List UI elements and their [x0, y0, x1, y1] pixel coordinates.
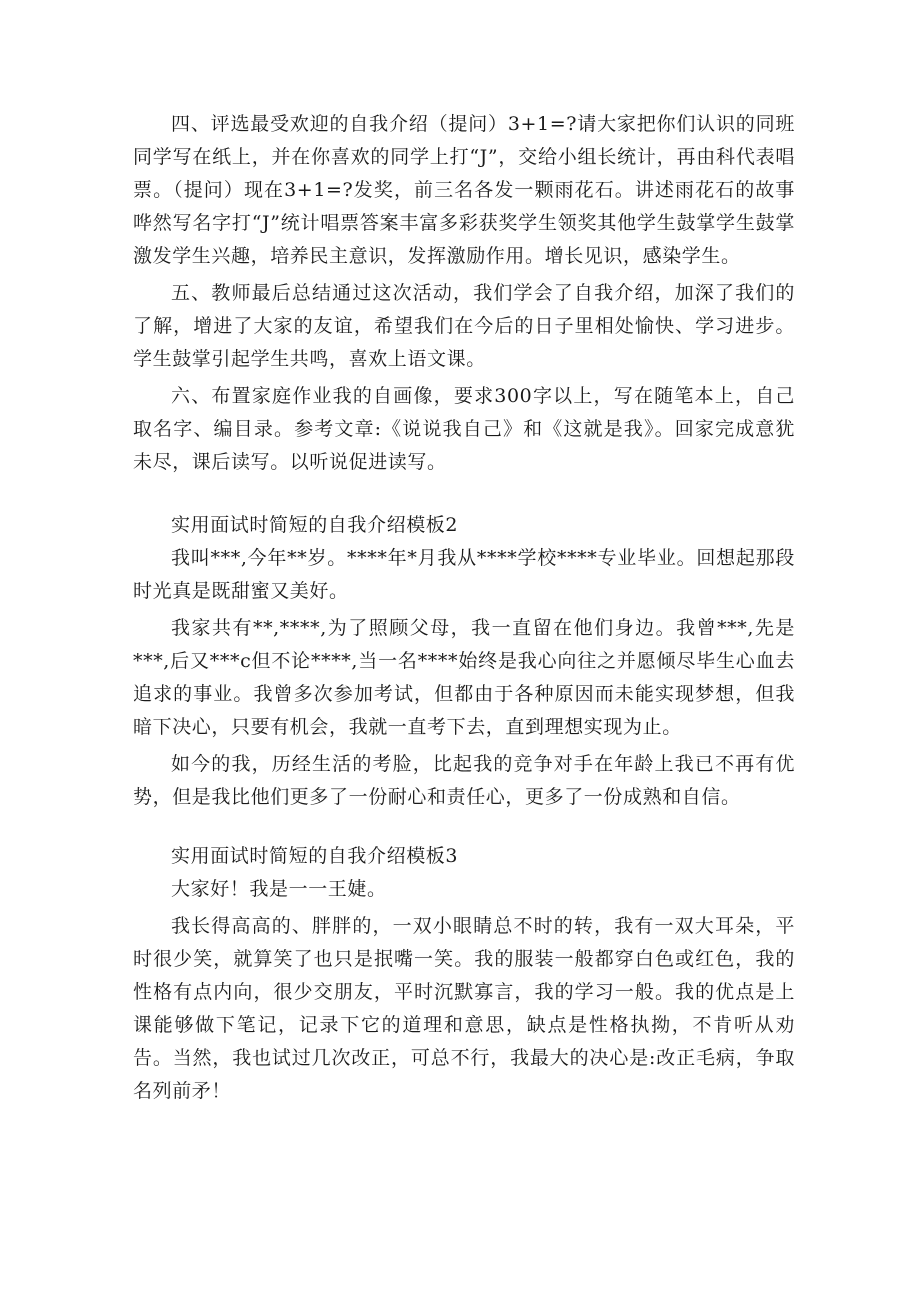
- paragraph-family: 我家共有**,****,为了照顾父母，我一直留在他们身边。我曾***,先是***,后又***c但不论****,当一名****始终是我心向往之并愿倾尽毕生心血去追求的事业。我曾多次参加考试，但都由于各种原因而未能实现梦想，但我暗下决心，只要有机会，我就一直考下去，直到理想实现为止。: [133, 617, 795, 738]
- paragraph-present: 如今的我，历经生活的考脸，比起我的竞争对手在年龄上我已不再有优势，但是我比他们更多了一份耐心和责任心，更多了一份成熟和自信。: [133, 753, 795, 808]
- document-body: [133, 108, 795, 1112]
- section-heading-template-3: 实用面试时简短的自我介绍模板3: [171, 845, 459, 867]
- paragraph-item-four: 四、评选最受欢迎的自我介绍（提问）3+1=?请大家把你们认识的同班同学写在纸上，并在你喜欢的同学上打“J”，交给小组长统计，再由科代表唱票。（提问）现在3+1=?发奖，前三名各发一颗雨花石。讲述雨花石的故事哗然写名字打“J”统计唱票答案丰富多彩获奖学生领奖其他学生鼓掌学生鼓掌激发学生兴趣，培养民主意识，发挥激励作用。增长见识，感染学生。: [133, 113, 795, 267]
- section-spacer: [133, 818, 795, 840]
- paragraph-intro-name: 我叫***,今年**岁。****年*月我从****学校****专业毕业。回想起那段时光真是既甜蜜又美好。: [133, 547, 795, 602]
- paragraph-item-six: 六、布置家庭作业我的自画像，要求300字以上，写在随笔本上，自己取名字、编目录。参考文章:《说说我自己》和《这就是我》。回家完成意犹未尽，课后读写。以听说促进读写。: [133, 385, 795, 473]
- section-spacer: [133, 483, 795, 509]
- paragraph-self-description: 我长得高高的、胖胖的，一双小眼睛总不时的转，我有一双大耳朵，平时很少笑，就算笑了也只是抿嘴一笑。我的服装一般都穿白色或红色，我的性格有点内向，很少交朋友，平时沉默寡言，我的学习一般。我的优点是上课能够做下笔记，记录下它的道理和意思，缺点是性格执拗，不肯听从劝告。当然，我也试过几次改正，可总不行，我最大的决心是:改正毛病，争取名列前矛！: [133, 915, 795, 1102]
- paragraph-greeting: 大家好！我是一一王婕。: [171, 878, 387, 900]
- section-heading-template-2: 实用面试时简短的自我介绍模板2: [171, 514, 459, 536]
- paragraph-item-five: 五、教师最后总结通过这次活动，我们学会了自我介绍，加深了我们的了解，增进了大家的友谊，希望我们在今后的日子里相处愉快、学习进步。学生鼓掌引起学生共鸣，喜欢上语文课。: [133, 282, 795, 370]
